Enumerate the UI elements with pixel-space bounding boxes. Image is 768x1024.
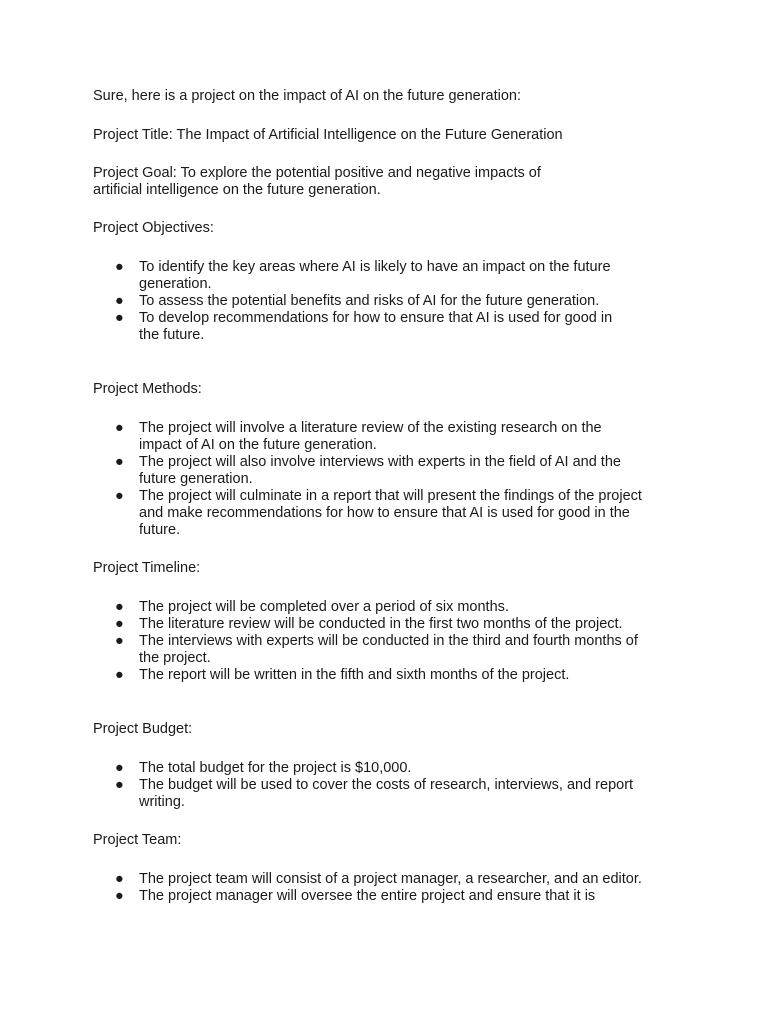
team-heading: Project Team: <box>93 832 182 848</box>
bullet-icon: ● <box>115 760 124 776</box>
methods-list <box>115 420 645 539</box>
bullet-icon: ● <box>115 420 124 436</box>
project-goal-line: Project Goal: To explore the potential positive and negative impacts of artificial intelligence on the future generation. <box>93 165 541 198</box>
list-item-text: The literature review will be conducted in the first two months of the project. <box>139 616 623 632</box>
timeline-list <box>115 599 645 684</box>
methods-heading: Project Methods: <box>93 381 202 397</box>
bullet-icon: ● <box>115 488 124 504</box>
objectives-heading: Project Objectives: <box>93 220 214 236</box>
list-item <box>115 293 625 310</box>
list-item <box>115 760 645 777</box>
list-item-text: The total budget for the project is $10,000. <box>139 760 412 776</box>
list-item-text: To identify the key areas where AI is likely to have an impact on the future generation. <box>139 259 611 292</box>
list-item-text: The project team will consist of a project manager, a researcher, and an editor. <box>139 871 642 887</box>
list-item-text: To develop recommendations for how to ensure that AI is used for good in the future. <box>139 310 613 343</box>
list-item <box>115 259 625 293</box>
list-item <box>115 888 645 905</box>
bullet-icon: ● <box>115 871 124 887</box>
bullet-icon: ● <box>115 633 124 649</box>
list-item <box>115 633 645 667</box>
list-item <box>115 667 645 684</box>
budget-list <box>115 760 645 811</box>
bullet-icon: ● <box>115 454 124 470</box>
list-item <box>115 310 625 344</box>
list-item-text: The budget will be used to cover the costs of research, interviews, and report writing. <box>139 777 634 810</box>
bullet-icon: ● <box>115 599 124 615</box>
list-item-text: The interviews with experts will be conducted in the third and fourth months of the project. <box>139 633 638 666</box>
project-title-line: Project Title: The Impact of Artificial Intelligence on the Future Generation <box>93 127 563 143</box>
list-item-text: The report will be written in the fifth and sixth months of the project. <box>139 667 570 683</box>
timeline-heading: Project Timeline: <box>93 560 201 576</box>
list-item-text: The project will also involve interviews with experts in the field of AI and the future generation. <box>139 454 621 487</box>
list-item-text: To assess the potential benefits and risks of AI for the future generation. <box>139 293 600 309</box>
list-item <box>115 488 645 539</box>
list-item-text: The project manager will oversee the entire project and ensure that it is <box>139 888 596 904</box>
team-list <box>115 871 645 905</box>
bullet-icon: ● <box>115 777 124 793</box>
list-item-text: The project will involve a literature review of the existing research on the impact of AI on the future generation. <box>139 420 602 453</box>
list-item <box>115 420 645 454</box>
list-item <box>115 871 645 888</box>
bullet-icon: ● <box>115 310 124 326</box>
list-item <box>115 599 645 616</box>
intro-line: Sure, here is a project on the impact of AI on the future generation: <box>93 88 522 104</box>
bullet-icon: ● <box>115 293 124 309</box>
list-item <box>115 454 645 488</box>
objectives-list <box>115 259 625 344</box>
bullet-icon: ● <box>115 616 124 632</box>
list-item-text: The project will culminate in a report that will present the findings of the project and make recommendations for how to ensure that AI is used for good in the future. <box>139 488 642 538</box>
list-item <box>115 616 645 633</box>
list-item-text: The project will be completed over a period of six months. <box>139 599 509 615</box>
budget-heading: Project Budget: <box>93 721 193 737</box>
list-item <box>115 777 645 811</box>
bullet-icon: ● <box>115 667 124 683</box>
bullet-icon: ● <box>115 259 124 275</box>
bullet-icon: ● <box>115 888 124 904</box>
